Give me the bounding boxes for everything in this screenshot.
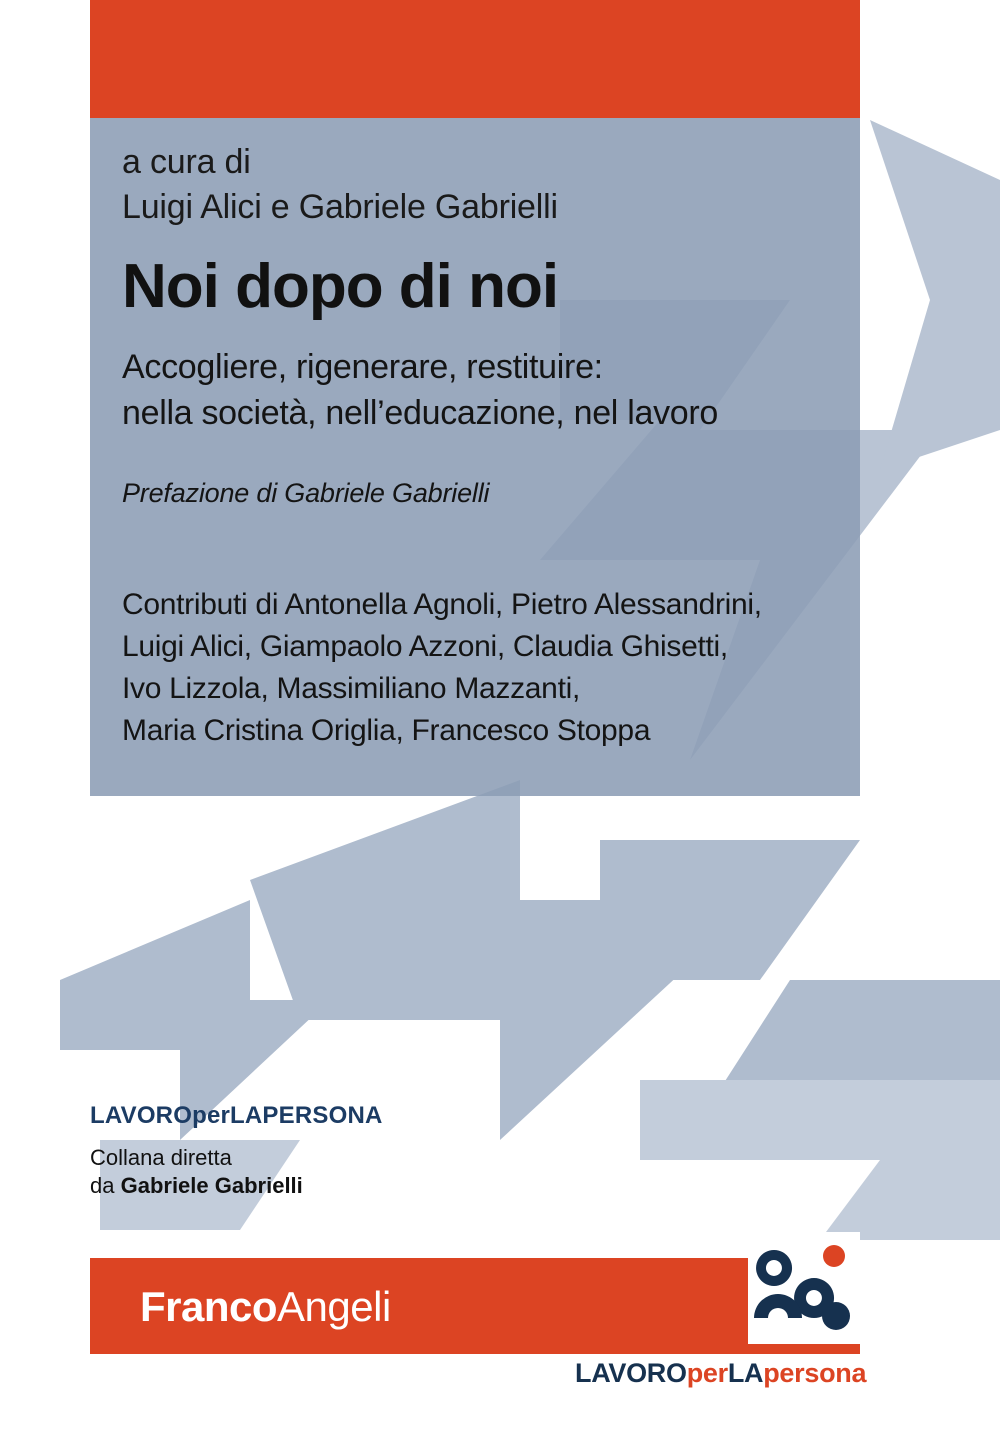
series-direction-prefix: da: [90, 1173, 121, 1198]
series-direction-line-1: Collana diretta: [90, 1145, 232, 1170]
editor-prefix: a cura di: [122, 143, 251, 181]
book-title: Noi dopo di noi: [122, 252, 559, 321]
series-block: [90, 1102, 690, 1200]
publisher-logo: [748, 1232, 860, 1344]
preface-credit: Prefazione di Gabriele Gabrielli: [122, 478, 490, 508]
title-panel: [90, 118, 860, 796]
publisher-wordmark: [140, 1283, 391, 1331]
series-logotype-part-2: per: [686, 1358, 728, 1388]
series-director-name: Gabriele Gabrielli: [120, 1173, 303, 1198]
contributors-line-3: Ivo Lizzola, Massimiliano Mazzanti,: [122, 672, 581, 705]
series-logotype: [575, 1358, 866, 1389]
contributors-line-4: Maria Cristina Origlia, Francesco Stoppa: [122, 714, 651, 747]
contributors-line-1: Contributi di Antonella Agnoli, Pietro Alessandrini,: [122, 588, 762, 621]
contributors-line-2: Luigi Alici, Giampaolo Azzoni, Claudia Ghisetti,: [122, 630, 728, 663]
series-name: LAVOROperLAPERSONA: [90, 1102, 383, 1129]
top-accent-band: [90, 0, 860, 118]
publisher-name-first: Franco: [140, 1283, 278, 1330]
series-logotype-part-1: LAVORO: [575, 1358, 687, 1388]
series-logotype-part-4: persona: [763, 1358, 867, 1388]
book-subtitle-line-1: Accogliere, rigenerare, restituire:: [122, 348, 603, 386]
series-logotype-part-3: LA: [727, 1358, 764, 1388]
publisher-logo-mark: [748, 1232, 860, 1344]
publisher-name-second: Angeli: [277, 1283, 391, 1330]
series-direction-line-2: [90, 1172, 690, 1200]
editors-names: Luigi Alici e Gabriele Gabrielli: [122, 188, 558, 226]
book-subtitle-line-2: nella società, nell’educazione, nel lavoro: [122, 394, 719, 432]
